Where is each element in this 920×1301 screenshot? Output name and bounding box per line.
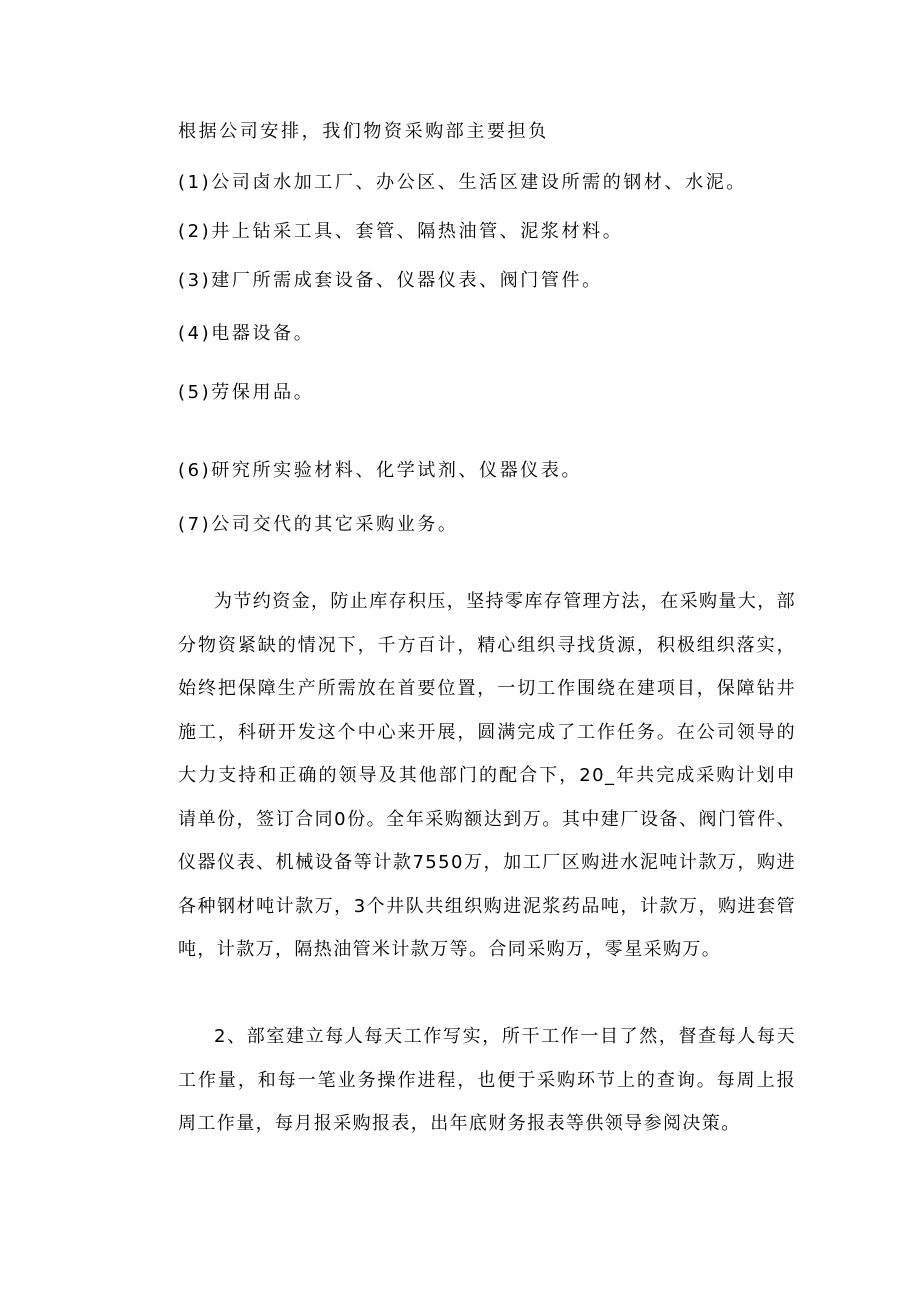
body-paragraph-procurement-summary: 为节约资金，防止库存积压，坚持零库存管理方法，在采购量大，部分物资紧缺的情况下，千方百计，精心组织寻找货源，积极组织落实，始终把保障生产所需放在首要位置，一切工作围绕在建项目，保障钻井施工，科研开发这个中心来开展，圆满完成了工作任务。在公司领导的大力支持和正确的领导及其他部门的配合下，20_年共完成采购计划申请单份，签订合同0份。全年采购额达到万。其中建厂设备、阀门管件、仪器仪表、机械设备等计款7550万，加工厂区购进水泥吨计款万，购进各种钢材吨计款万，3个井队共组织购进泥浆药品吨，计款万，购进套管吨，计款万，隔热油管米计款万等。合同采购万，零星采购万。 — [178, 591, 796, 960]
list-item-7: (7)公司交代的其它采购业务。 — [178, 514, 459, 535]
list-item-3: (3)建厂所需成套设备、仪器仪表、阀门管件。 — [178, 270, 603, 291]
intro-line: 根据公司安排，我们物资采购部主要担负 — [178, 121, 549, 142]
list-item-6: (6)研究所实验材料、化学试剂、仪器仪表。 — [178, 460, 583, 481]
list-item-2: (2)井上钻采工具、套管、隔热油管、泥浆材料。 — [178, 221, 624, 242]
list-item-1: (1)公司卤水加工厂、办公区、生活区建设所需的钢材、水泥。 — [178, 172, 747, 193]
list-item-5: (5)劳保用品。 — [178, 382, 315, 403]
body-paragraph-work-records: 2、部室建立每人每天工作写实，所干工作一目了然，督查每人每天工作量，和每一笔业务操作进程，也便于采购环节上的查询。每周上报周工作量，每月报采购报表，出年底财务报表等供领导参阅决策。 — [178, 1026, 796, 1134]
list-item-4: (4)电器设备。 — [178, 323, 315, 344]
